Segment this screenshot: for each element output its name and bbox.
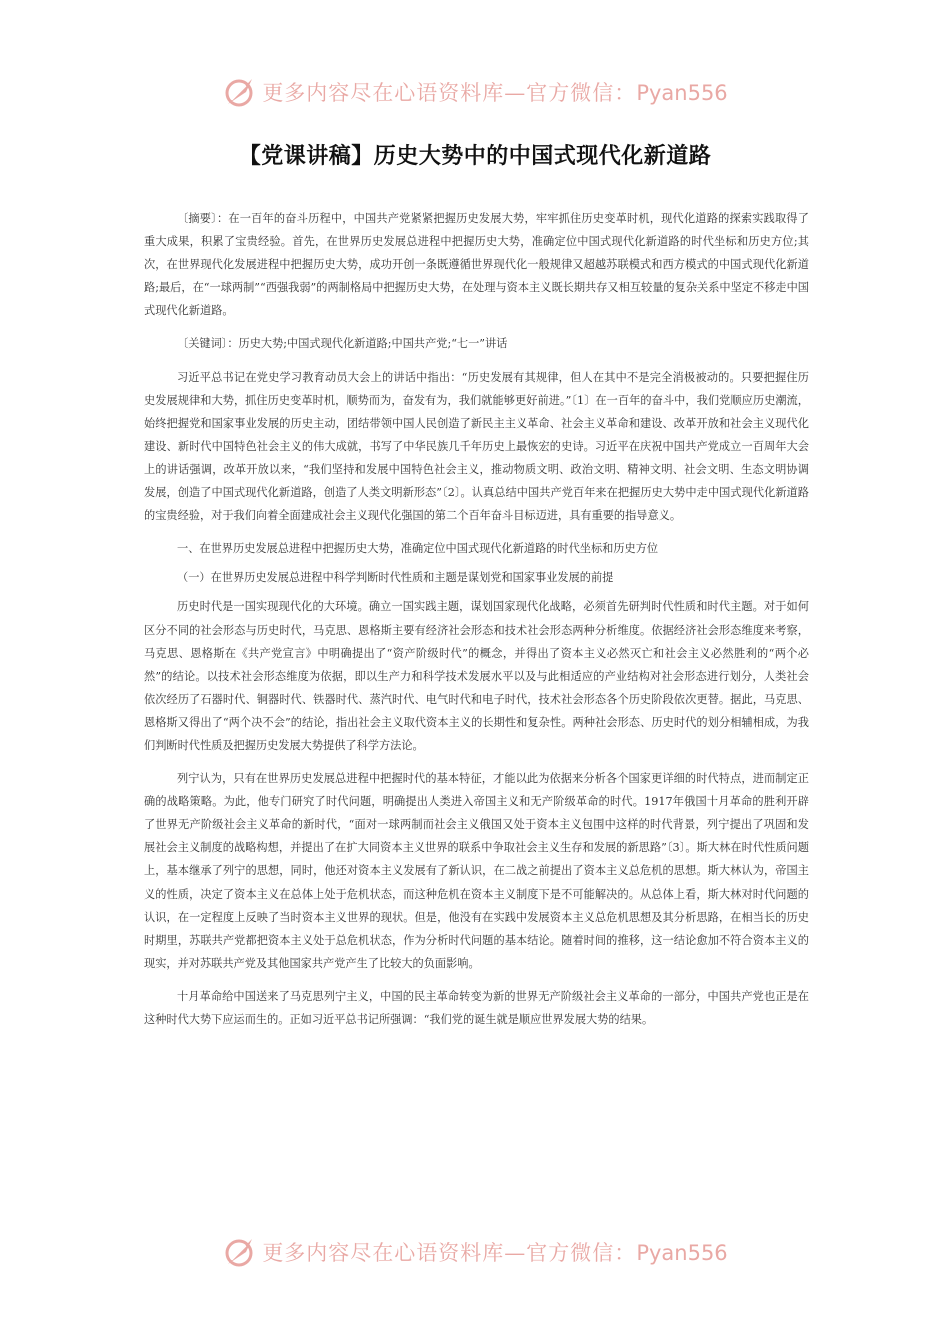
quill-logo-icon xyxy=(222,1234,258,1270)
keywords-paragraph: 〔关键词〕：历史大势;中国式现代化新道路;中国共产党;“七一”讲话 xyxy=(177,337,508,351)
document-body xyxy=(144,207,809,1031)
page-title: 【党课讲稿】历史大势中的中国式现代化新道路 xyxy=(238,144,712,169)
body-paragraph: 列宁认为，只有在世界历史发展总进程中把握时代的基本特征，才能以此为依据来分析各个国家更详细的时代特点，进而制定正确的战略策略。为此，他专门研究了时代问题，明确提出人类进入帝国主义和无产阶级革命的时代。1917年俄国十月革命的胜利开辟了世界无产阶级社会主义革命的新时代，“面对一球两制而社会主义俄国又处于资本主义包围中这样的时代背景，列宁提出了巩固和发展社会主义制度的战略构想，并提出了在扩大同资本主义世界的联系中争取社会主义生存和发展的新思路”〔3〕。斯大林在时代性质问题上，基本继承了列宁的思想，同时，他还对资本主义发展有了新认识，在二战之前提出了资本主义总危机的思想。斯大林认为，帝国主义的性质，决定了资本主义在总体上处于危机状态，而这种危机在资本主义制度下是不可能解决的。从总体上看，斯大林对时代问题的认识，在一定程度上反映了当时资本主义世界的现状。但是，他没有在实践中发展资本主义总危机思想及其分析思路，在相当长的历史时期里，苏联共产党都把资本主义处于总危机状态，作为分析时代问题的基本结论。随着时间的推移，这一结论愈加不符合资本主义的现实，并对苏联共产党及其他国家共产党产生了比较大的负面影响。 xyxy=(144,772,809,970)
wechat-id: Pyan556 xyxy=(636,1241,728,1265)
body-paragraph: 十月革命给中国送来了马克思列宁主义，中国的民主革命转变为新的世界无产阶级社会主义革命的一部分，中国共产党也正是在这种时代大势下应运而生的。正如习近平总书记所强调：“我们党的诞生就是顺应世界发展大势的结果。 xyxy=(144,989,809,1026)
watermark-text: 更多内容尽在心语资料库—官方微信： xyxy=(262,81,637,105)
watermark-text: 更多内容尽在心语资料库—官方微信： xyxy=(262,1241,637,1265)
abstract-paragraph: 〔摘要〕：在一百年的奋斗历程中，中国共产党紧紧把握历史发展大势，牢牢抓住历史变革时机，现代化道路的探索实践取得了重大成果，积累了宝贵经验。首先，在世界历史发展总进程中把握历史大势，准确定位中国式现代化新道路的时代坐标和历史方位;其次，在世界现代化发展进程中把握历史大势，成功开创一条既遵循世界现代化一般规律又超越苏联模式和西方模式的中国式现代化新道路;最后，在“一球两制”“西强我弱”的两制格局中把握历史大势，在处理与资本主义既长期共存又相互较量的复杂关系中坚定不移走中国式现代化新道路。 xyxy=(144,212,809,318)
watermark-banner-top xyxy=(0,72,950,112)
quill-logo-icon xyxy=(222,74,258,110)
watermark-banner-bottom xyxy=(0,1232,950,1272)
body-paragraph: 历史时代是一国实现现代化的大环境。确立一国实践主题，谋划国家现代化战略，必须首先研判时代性质和时代主题。对于如何区分不同的社会形态与历史时代，马克思、恩格斯主要有经济社会形态和技术社会形态两种分析维度。依据经济社会形态维度来考察，马克思、恩格斯在《共产党宣言》中明确提出了“资产阶级时代”的概念，并得出了资本主义必然灭亡和社会主义必然胜利的“两个必然”的结论。以技术社会形态维度为依据，即以生产力和科学技术发展水平以及与此相适应的产业结构对社会形态进行划分，人类社会依次经历了石器时代、铜器时代、铁器时代、蒸汽时代、电气时代和电子时代，技术社会形态各个历史阶段依次更替。据此，马克思、恩格斯又得出了“两个决不会”的结论，指出社会主义取代资本主义的长期性和复杂性。两种社会形态、历史时代的划分相辅相成，为我们判断时代性质及把握历史发展大势提供了科学方法论。 xyxy=(144,600,809,752)
wechat-id: Pyan556 xyxy=(636,81,728,105)
body-paragraph: 习近平总书记在党史学习教育动员大会上的讲话中指出：“历史发展有其规律，但人在其中不是完全消极被动的。只要把握住历史发展规律和大势，抓住历史变革时机，顺势而为，奋发有为，我们就能够更好前进。”〔1〕在一百年的奋斗中，我们党顺应历史潮流，始终把握党和国家事业发展的历史主动，团结带领中国人民创造了新民主主义革命、社会主义革命和建设、改革开放和社会主义现代化建设、新时代中国特色社会主义的伟大成就，书写了中华民族几千年历史上最恢宏的史诗。习近平在庆祝中国共产党成立一百周年大会上的讲话强调，改革开放以来，“我们坚持和发展中国特色社会主义，推动物质文明、政治文明、精神文明、社会文明、生态文明协调发展，创造了中国式现代化新道路，创造了人类文明新形态”〔2〕。认真总结中国共产党百年来在把握历史大势中走中国式现代化新道路的宝贵经验，对于我们向着全面建成社会主义现代化强国的第二个百年奋斗目标迈进，具有重要的指导意义。 xyxy=(144,370,809,523)
section-heading: 一、在世界历史发展总进程中把握历史大势，准确定位中国式现代化新道路的时代坐标和历史方位 xyxy=(177,542,659,556)
subsection-heading: （一）在世界历史发展总进程中科学判断时代性质和主题是谋划党和国家事业发展的前提 xyxy=(177,571,614,585)
